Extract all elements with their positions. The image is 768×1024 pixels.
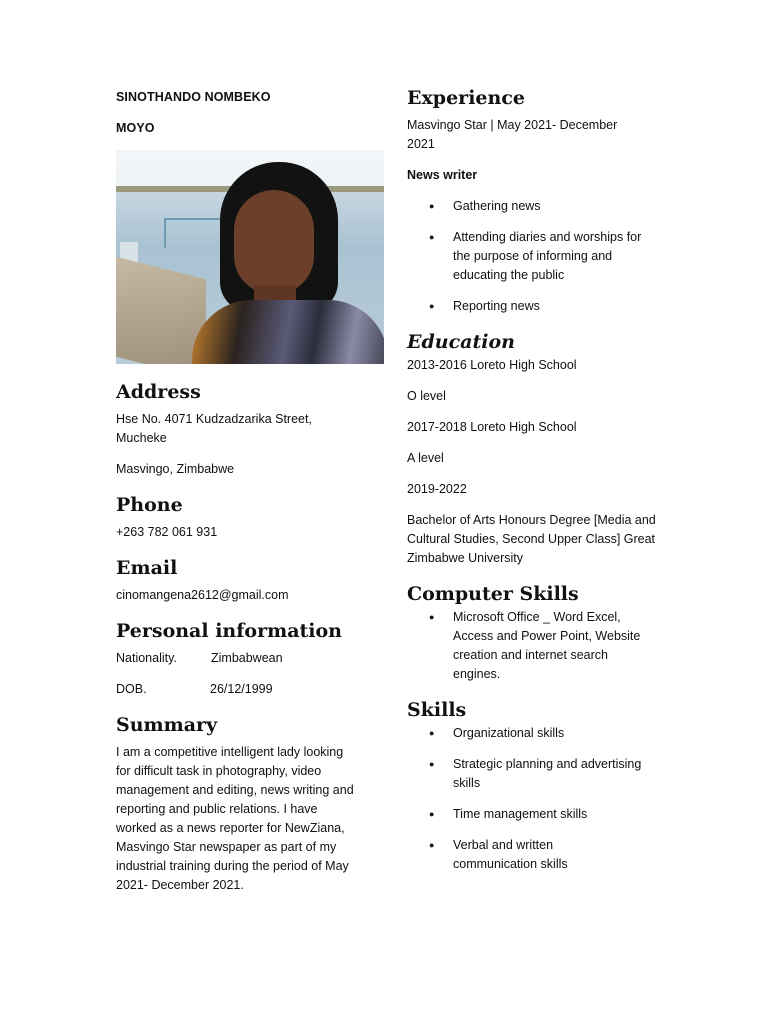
phone-value: +263 782 061 931 [116, 525, 218, 539]
email-value: cinomangena2612@gmail.com [116, 588, 289, 602]
list-item: ● Attending diaries and worships for the purpose of informing and educating the public [407, 228, 658, 285]
name-first: SINOTHANDO NOMBEKO [116, 90, 271, 104]
summary-heading: Summary [116, 714, 218, 736]
address-heading: Address [116, 381, 201, 403]
email-heading: Email [116, 557, 178, 579]
list-item: ● Strategic planning and advertising skills [407, 755, 658, 793]
computer-skills-heading: Computer Skills [407, 583, 579, 605]
computer-skills-list [407, 608, 667, 684]
list-item: ● Organizational skills [407, 724, 667, 743]
list-item: ● Verbal and written communication skills [407, 836, 628, 874]
phone-heading: Phone [116, 494, 183, 516]
list-item: ● Gathering news [407, 197, 667, 216]
skills-heading: Skills [407, 699, 467, 721]
right-column [407, 86, 667, 886]
list-item: ● Time management skills [407, 805, 667, 824]
nationality-label: Nationality. [116, 651, 177, 665]
skills-list [407, 724, 667, 874]
education-entry: 2013-2016 Loreto High School [407, 358, 577, 372]
education-entry: O level [407, 389, 446, 403]
experience-role: News writer [407, 168, 478, 182]
education-entry: 2019-2022 [407, 482, 467, 496]
name-last: MOYO [116, 121, 155, 135]
left-column [116, 86, 386, 895]
list-item: ● Reporting news [407, 297, 667, 316]
education-entry: Bachelor of Arts Honours Degree [Media and Cultural Studies, Second Upper Class] Great Zimbabwe University [407, 513, 656, 565]
education-entry: A level [407, 451, 444, 465]
address-line-2: Masvingo, Zimbabwe [116, 462, 235, 476]
education-entry: 2017-2018 Loreto High School [407, 420, 577, 434]
education-heading: Education [407, 331, 515, 353]
experience-heading: Experience [407, 87, 525, 109]
experience-employer: Masvingo Star | May 2021- December 2021 [407, 118, 618, 151]
list-item: ● Microsoft Office _ Word Excel, Access and Power Point, Website creation and internet search engines. [407, 608, 653, 684]
dob-value: 26/12/1999 [210, 682, 273, 696]
nationality-row [116, 649, 386, 668]
experience-duties [407, 197, 667, 316]
summary-text: I am a competitive intelligent lady looking for difficult task in photography, video management and editing, news writing and reporting and public relations. I have worked as a news reporter for NewZiana, Masvingo Star newspaper as part of my industrial training during the period of May 2021- December 2021. [116, 745, 354, 892]
dob-row [116, 680, 386, 699]
personal-info-heading: Personal information [116, 620, 342, 642]
dob-label: DOB. [116, 682, 147, 696]
address-line-1: Hse No. 4071 Kudzadzarika Street, Mucheke [116, 412, 312, 445]
nationality-value: Zimbabwean [211, 651, 283, 665]
profile-photo [116, 150, 384, 364]
